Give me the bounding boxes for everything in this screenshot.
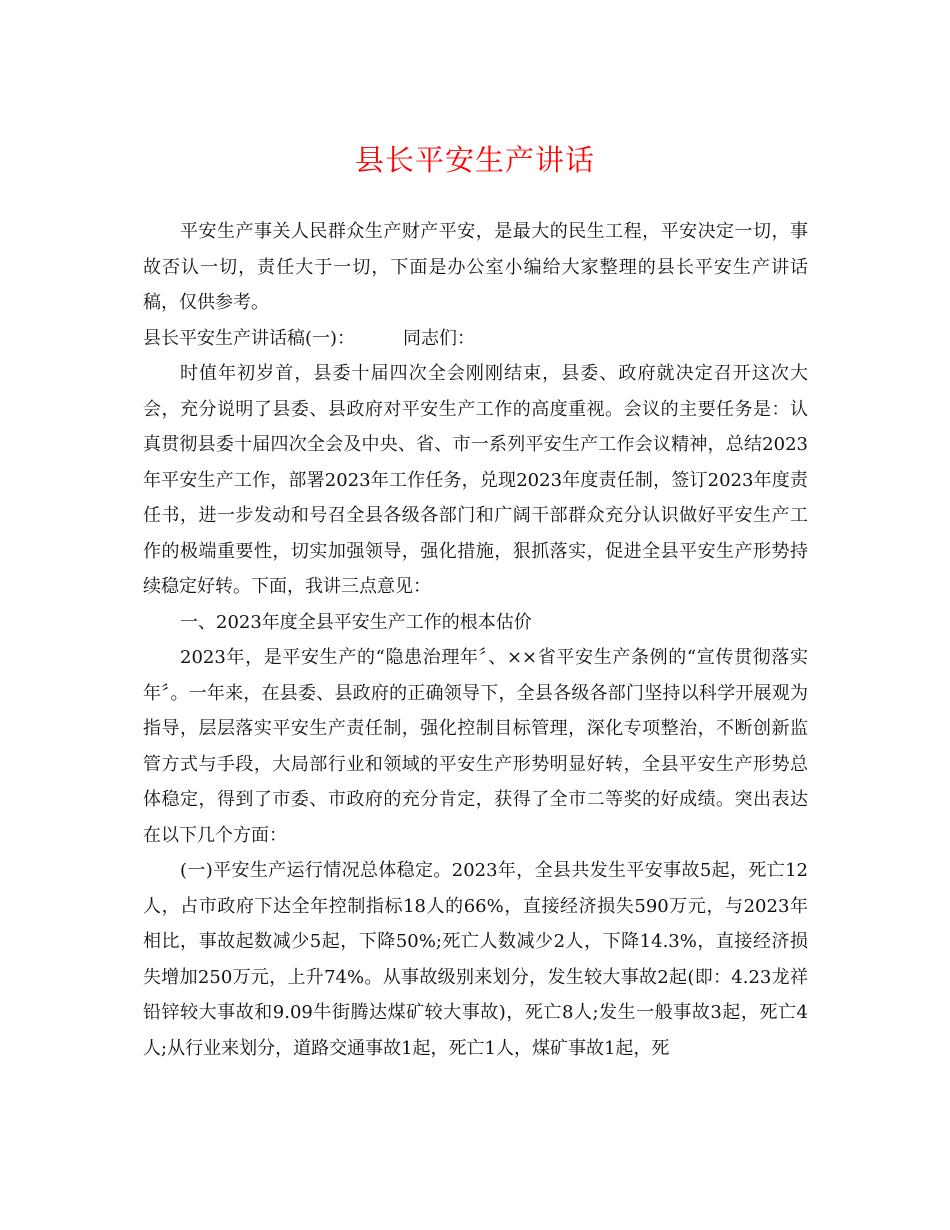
statistics-paragraph: (一)平安生产运行情况总体稳定。2023年，全县共发生平安事故5起，死亡12人，占市政府下达全年控制指标18人的66%，直接经济损失590万元，与2023年相比，事故起数减少5起，下降50%;死亡人数减少2人，下降14.3%，直接经济损失增加250万元，上升74%。从事故级别来划分，发生较大事故2起(即：4.23龙祥铅锌较大事故和9.09牛街腾达煤矿较大事故)，死亡8人;发生一般事故3起，死亡4人;从行业来划分，道路交通事故1起，死亡1人，煤矿事故1起，死 [143, 860, 808, 1059]
opening-paragraph: 时值年初岁首，县委十届四次全会刚刚结束，县委、政府就决定召开这次大会，充分说明了县委、县政府对平安生产工作的高度重视。会议的主要任务是：认真贯彻县委十届四次全会及中央、省、市一系列平安生产工作会议精神，总结2023年平安生产工作，部署2023年工作任务，兑现2023年度责任制，签订2023年度责任书，进一步发动和号召全县各级各部门和广阔干部群众充分认识做好平安生产工作的极端重要性，切实加强领导，强化措施，狠抓落实，促进全县平安生产形势持续稳定好转。下面，我讲三点意见： [143, 363, 808, 597]
section-heading: 一、2023年度全县平安生产工作的根本估价 [180, 611, 532, 633]
salutation: 同志们： [403, 327, 476, 349]
assessment-paragraph: 2023年，是平安生产的“隐患治理年〞、××省平安生产条例的“宣传贯彻落实年〞。一年来，在县委、县政府的正确领导下，全县各级各部门坚持以科学开展观为指导，层层落实平安生产责任制，强化控制目标管理，深化专项整治，不断创新监管方式与手段，大局部行业和领域的平安生产形势明显好转，全县平安生产形势总体稳定，得到了市委、市政府的充分肯定，获得了全市二等奖的好成绩。突出表达在以下几个方面： [143, 647, 808, 846]
speech-heading-line [143, 321, 808, 357]
document-title: 县长平安生产讲话 [354, 143, 595, 177]
intro-paragraph: 平安生产事关人民群众生产财产平安，是最大的民生工程，平安决定一切，事故否认一切，责任大于一切，下面是办公室小编给大家整理的县长平安生产讲话稿，仅供参考。 [143, 221, 808, 313]
document-body [143, 214, 808, 1066]
speech-heading: 县长平安生产讲话稿(一)： [143, 327, 356, 349]
